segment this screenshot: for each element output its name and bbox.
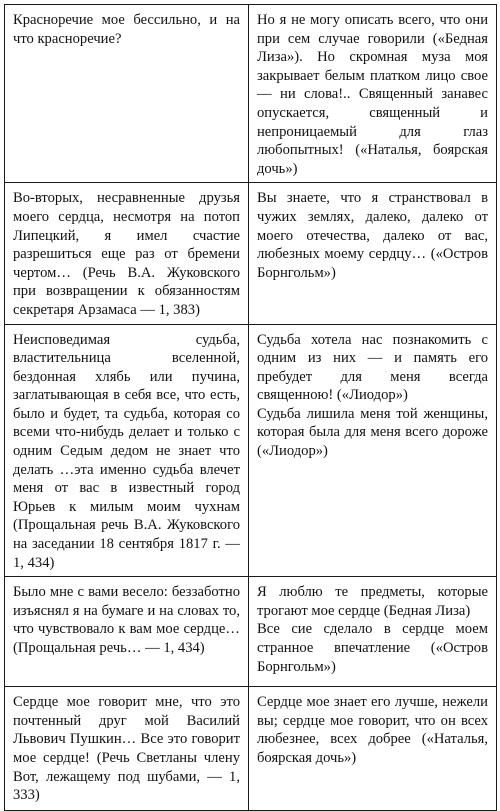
quote-text: Сердце мое знает его лучше, нежели вы; сердце мое говорит, что он всех любезнее, всех добрее («Наталья, боярская дочь») — [257, 694, 488, 766]
left-cell — [5, 5, 249, 183]
left-cell — [5, 183, 249, 324]
comparison-table — [4, 4, 497, 811]
right-cell — [249, 324, 497, 577]
quote-text: Сердце мое говорит мне, что это почтенный друг мой Василий Львович Пушкин… Все это говорит мое сердце! (Речь Светланы члену Вот, лежащему под шубами, — 1, 333) — [13, 694, 240, 804]
table-row — [5, 577, 497, 687]
left-cell — [5, 687, 249, 811]
right-cell — [249, 687, 497, 811]
quote-text: Судьба хотела нас познакомить с одним из них — и память его пребудет для меня всегда священною! («Лиодор») — [257, 331, 488, 404]
left-cell — [5, 577, 249, 687]
quote-text: Неисповедимая судьба, властительница вселенной, бездонная хлябь или пучина, заглатывающая в себя все, что есть, было и будет, та судьба, которая со всеми что-нибудь делает и только с одним Седым дедом не знает что делать …эта именно судьба влечет меня от вас в известный город Юрьев к милым моим чухнам (Прощальная речь В.А. Жуковского на заседании 18 сентября 1817 г. — 1, 434) — [13, 331, 240, 571]
quote-text: Красноречие мое бессильно, и на что красноречие? — [13, 12, 240, 47]
right-cell — [249, 183, 497, 324]
table-row — [5, 5, 497, 183]
quote-text: Во-вторых, несравненные друзья моего сердца, несмотря на потоп Липецкий, я имел счастие разрешиться еще раз от бремени чертом… (Речь В.А. Жуковского при возвращении к обязанностям секретаря Арзамаса — 1, 383) — [13, 190, 240, 318]
table-row — [5, 183, 497, 324]
quote-text: Но я не могу описать всего, что они при сем случае говорили («Бедная Лиза»). Но скромная муза моя закрывает белым платком лицо свое — ни слова!.. Священный занавес опускается, священный и непроницаемый для глаз любопытных! («Наталья, боярская дочь») — [257, 12, 488, 177]
quote-text: Судьба лишила меня той женщины, которая была для меня всего дороже («Лиодор») — [257, 405, 488, 460]
right-cell — [249, 5, 497, 183]
quote-text: Все сие сделало в сердце моем странное впечатление («Остров Борнгольм») — [257, 621, 488, 675]
right-cell — [249, 577, 497, 687]
table-row — [5, 324, 497, 577]
quote-text: Вы знаете, что я странствовал в чужих землях, далеко, далеко от моего отечества, далеко от вас, любезных моему сердцу… («Остров Борнгольм») — [257, 190, 488, 281]
table-row — [5, 687, 497, 811]
quote-text: Было мне с вами весело: беззаботно изъяснял я на бумаге и на словах то, что чувствовало к вам мое сердце… (Прощальная речь… — 1, 434) — [13, 584, 240, 656]
left-cell — [5, 324, 249, 577]
page — [4, 4, 496, 804]
quote-text: Я люблю те предметы, которые трогают мое сердце (Бедная Лиза) — [257, 584, 488, 619]
